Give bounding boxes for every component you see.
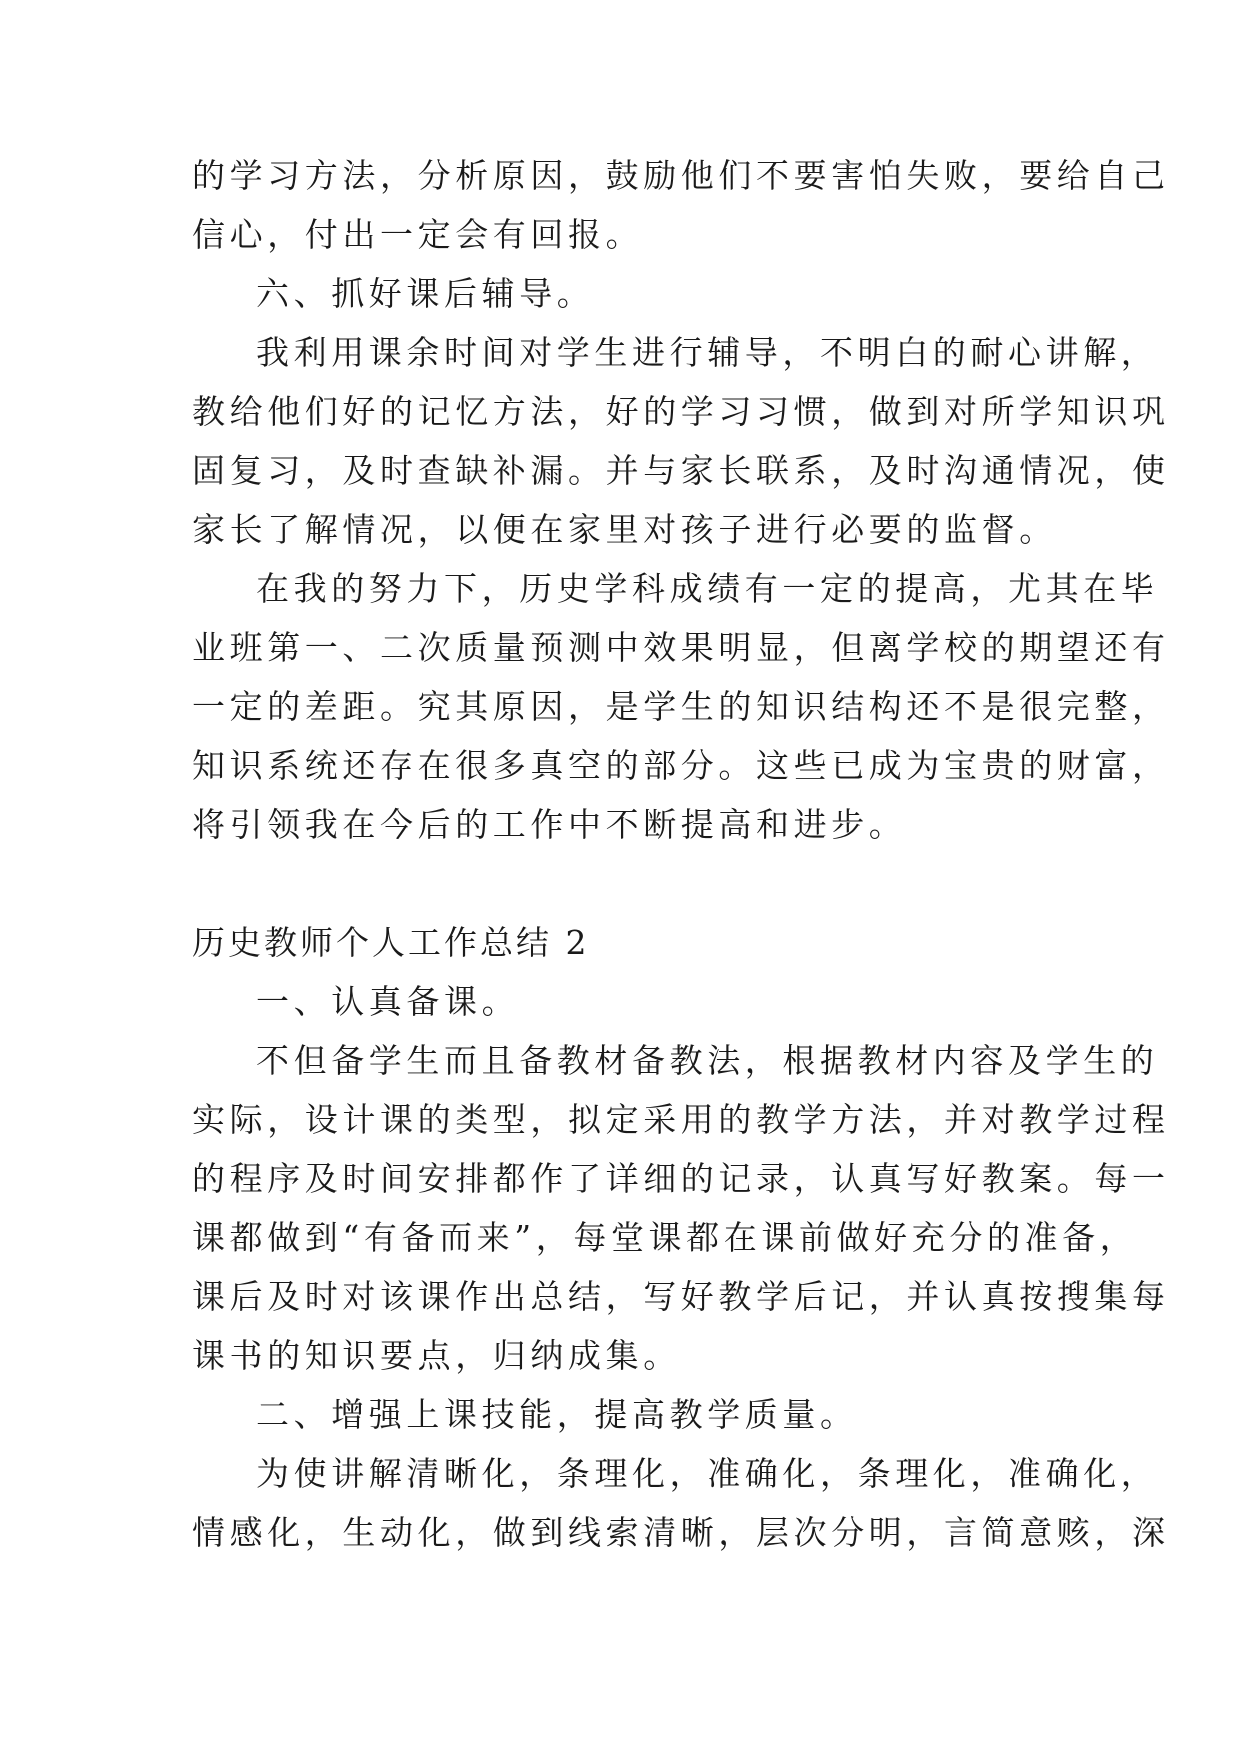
text-line: 家长了解情况，以便在家里对孩子进行必要的监督。	[192, 510, 1057, 549]
text-line: 为使讲解清晰化，条理化，准确化，条理化，准确化，	[256, 1454, 1159, 1493]
text-line: 固复习，及时查缺补漏。并与家长联系，及时沟通情况，使	[192, 451, 1170, 490]
text-line: 课书的知识要点，归纳成集。	[192, 1336, 681, 1375]
section-heading: 二、增强上课技能，提高教学质量。	[256, 1395, 858, 1434]
section-title: 历史教师个人工作总结 2	[192, 923, 590, 962]
section-heading: 六、抓好课后辅导。	[256, 274, 595, 313]
text-line: 将引领我在今后的工作中不断提高和进步。	[192, 805, 907, 844]
text-line: 一定的差距。究其原因，是学生的知识结构还不是很完整，	[192, 687, 1170, 726]
text-line: 的程序及时间安排都作了详细的记录，认真写好教案。每一	[192, 1159, 1170, 1198]
text-line: 实际，设计课的类型，拟定采用的教学方法，并对教学过程	[192, 1100, 1170, 1139]
text-line: 情感化，生动化，做到线索清晰，层次分明，言简意赅，深	[192, 1513, 1170, 1552]
text-line: 业班第一、二次质量预测中效果明显，但离学校的期望还有	[192, 628, 1170, 667]
section-heading: 一、认真备课。	[256, 982, 520, 1021]
text-line: 我利用课余时间对学生进行辅导，不明白的耐心讲解，	[256, 333, 1159, 372]
text-line: 在我的努力下，历史学科成绩有一定的提高，尤其在毕	[256, 569, 1159, 608]
text-line: 课都做到“有备而来”，每堂课都在课前做好充分的准备，	[192, 1218, 1138, 1257]
text-line: 的学习方法，分析原因，鼓励他们不要害怕失败，要给自己	[192, 156, 1170, 195]
text-line: 信心，付出一定会有回报。	[192, 215, 644, 254]
text-line: 不但备学生而且备教材备教法，根据教材内容及学生的	[256, 1041, 1159, 1080]
text-line: 教给他们好的记忆方法，好的学习习惯，做到对所学知识巩	[192, 392, 1170, 431]
text-line: 课后及时对该课作出总结，写好教学后记，并认真按搜集每	[192, 1277, 1170, 1316]
text-line: 知识系统还存在很多真空的部分。这些已成为宝贵的财富，	[192, 746, 1170, 785]
